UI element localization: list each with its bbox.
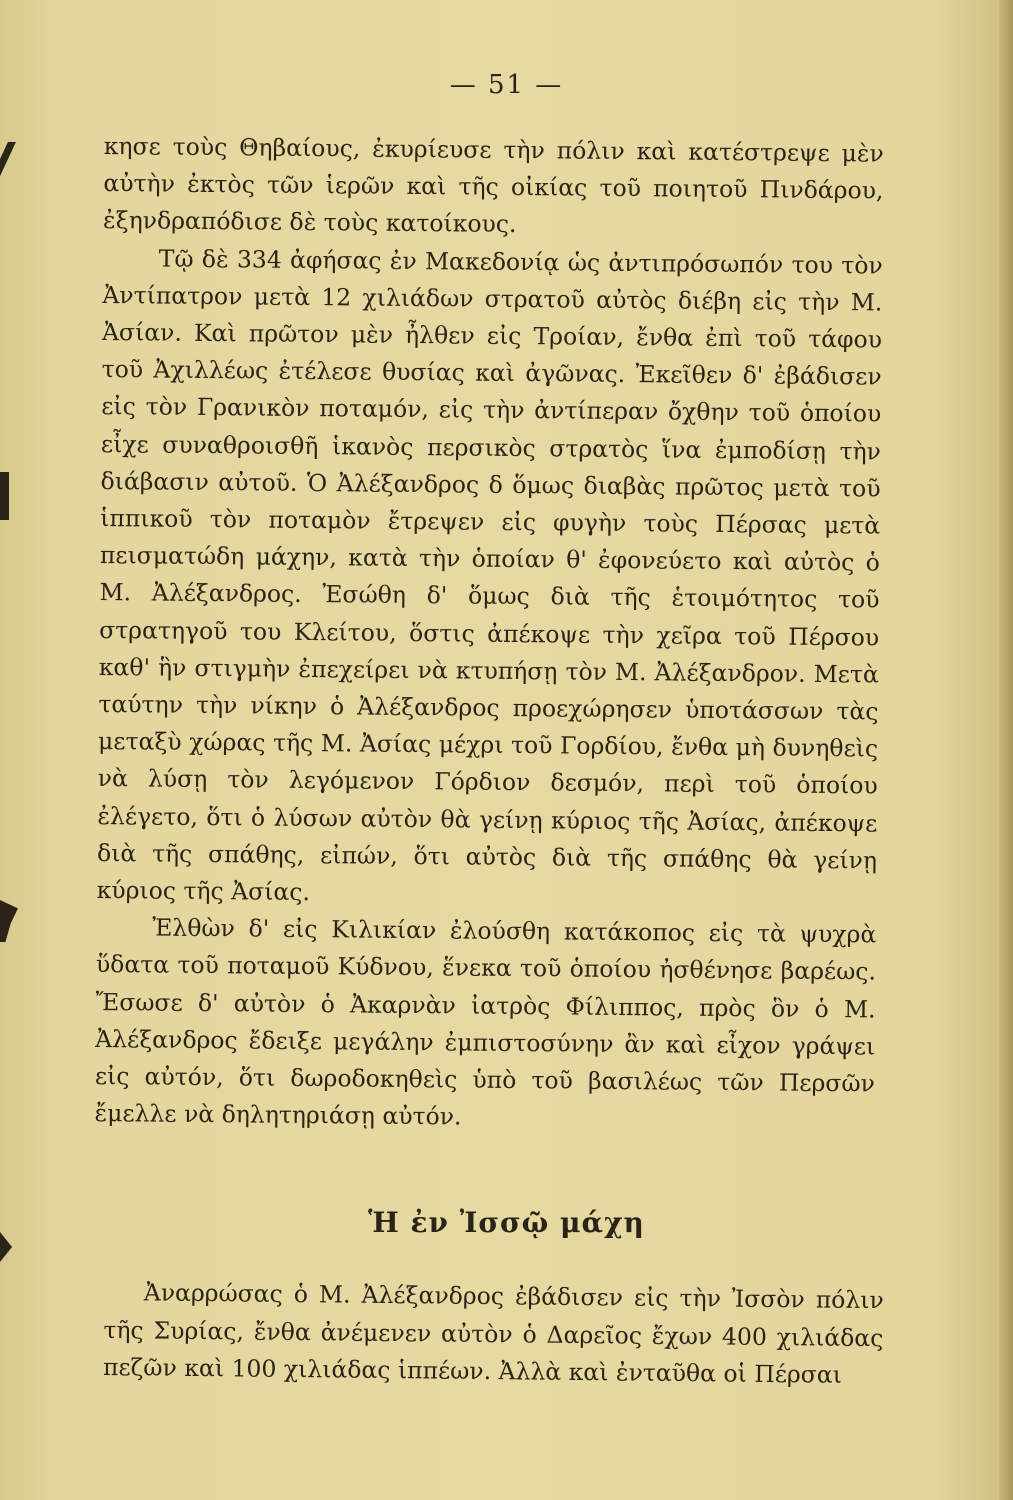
paragraph-4: Ἀναρρώσας ὁ Μ. Ἀλέξανδρος ἐβάδισεν εἰς τὴν Ἰσσὸν πόλιν τῆς Συρίας, ἔνθα ἀνέμενεν αὐτὸν ὁ Δαρεῖος ἔχων 400 χιλιάδας πεζῶν καὶ 100 χιλιάδας ἱππέων. Ἀλλὰ καὶ ἐνταῦθα οἱ Πέρσαι [102,1278,884,1389]
margin-mark-middle [0,472,9,520]
page-number: — 51 — [449,70,564,100]
section-text [103,1274,884,1395]
page-edge-shadow [999,0,1013,1500]
main-text [94,128,884,1140]
paragraph-3: Ἐλθὼν δ' εἰς Κιλικίαν ἐλούσθη κατάκοπος εἰς τὰ ψυχρὰ ὕδατα τοῦ ποταμοῦ Κύδνου, ἕνεκα τοῦ ὁποίου ἠσθένησε βαρέως. Ἔσωσε δ' αὐτὸν ὁ Ἀκαρνὰν ἰατρὸς Φίλιππος, πρὸς ὃν ὁ Μ. Ἀλέξανδρος ἔδειξε μεγάλην ἐμπιστοσύνην ἂν καὶ εἶχον γράψει εἰς αὐτόν, ὅτι δωροδοκηθεὶς ὑπὸ τοῦ βασιλέως τῶν Περσῶν ἔμελλε νὰ δηλητηριάσῃ αὐτόν. [94,913,877,1131]
paragraph-2: Τῷ δὲ 334 ἀφήσας ἐν Μακεδονίᾳ ὡς ἀντιπρόσωπόν του τὸν Ἀντίπατρον μετὰ 12 χιλιάδων στρατοῦ αὐτὸς διέβη εἰς τὴν Μ. Ἀσίαν. Καὶ πρῶτον μὲν ἦλθεν εἰς Τροίαν, ἔνθα ἐπὶ τοῦ τάφου τοῦ Ἀχιλλέως ἐτέλεσε θυσίας καὶ ἀγῶνας. Ἐκεῖθεν δ' ἐβάδισεν εἰς τὸν Γρανικὸν ποταμόν, εἰς τὴν ἀντίπεραν ὄχθην τοῦ ὁποίου εἶχε συναθροισθῆ ἱκανὸς περσικὸς στρατὸς ἵνα ἐμποδίσῃ τὴν διάβασιν αὐτοῦ. Ὁ Ἀλέξανδρος δ ὅμως διαβὰς πρῶτος μετὰ τοῦ ἱππικοῦ τὸν ποταμὸν ἔτρεψεν εἰς φυγὴν τοὺς Πέρσας μετὰ πεισματώδη μάχην, κατὰ τὴν ὁποίαν θ' ἐφονεύετο καὶ αὐτὸς ὁ Μ. Ἀλέξανδρος. Ἐσώθη δ' ὅμως διὰ τῆς ἑτοιμότητος τοῦ στρατηγοῦ του Κλείτου, ὅστις ἀπέκοψε τὴν χεῖρα τοῦ Πέρσου καθ' ἣν στιγμὴν ἐπεχείρει νὰ κτυπήσῃ τὸν Μ. Ἀλέξανδρον. Μετὰ ταύτην τὴν νίκην ὁ Ἀλέξανδρος προεχώρησεν ὑποτάσσων τὰς μεταξὺ χώρας τῆς Μ. Ἀσίας μέχρι τοῦ Γορδίου, ἔνθα μὴ δυνηθεὶς νὰ λύσῃ τὸν λεγόμενον Γόρδιον δεσμόν, περὶ τοῦ ὁποίου ἐλέγετο, ὅτι ὁ λύσων αὐτὸν θὰ γείνῃ κύριος τῆς Ἀσίας, ἀπέκοψε διὰ τῆς σπάθης, εἰπών, ὅτι αὐτὸς διὰ τῆς σπάθης θὰ γείνῃ κύριος τῆς Ἀσίας. [96,244,883,907]
section-heading: Ἡ ἐν Ἰσσῷ μάχη [368,1206,645,1239]
paragraph-1: κησε τοὺς Θηβαίους, ἐκυρίευσε τὴν πόλιν καὶ κατέστρεψε μὲν αὐτὴν ἐκτὸς τῶν ἱερῶν καὶ τῆς οἰκίας τοῦ ποιητοῦ Πινδάρου, ἐξηνδραπόδισε δὲ τοὺς κατοίκους. [102,131,884,239]
